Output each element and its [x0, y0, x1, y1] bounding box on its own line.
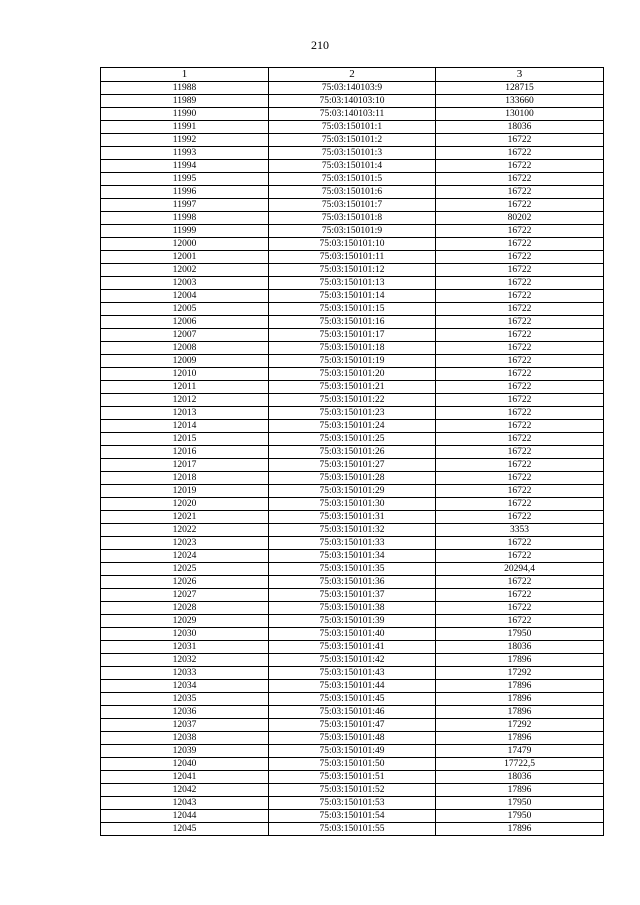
value-cell: 16722	[436, 615, 604, 628]
cadastral-number-cell: 75:03:150101:14	[269, 290, 436, 303]
cadastral-number-cell: 75:03:140103:10	[269, 95, 436, 108]
value-cell: 16722	[436, 342, 604, 355]
value-cell: 16722	[436, 485, 604, 498]
value-cell: 16722	[436, 576, 604, 589]
cadastral-number-cell: 75:03:150101:23	[269, 407, 436, 420]
value-cell: 133660	[436, 95, 604, 108]
value-cell: 16722	[436, 381, 604, 394]
row-number-cell: 12012	[101, 394, 269, 407]
row-number-cell: 12044	[101, 810, 269, 823]
table-row	[101, 264, 604, 277]
cadastral-number-cell: 75:03:150101:18	[269, 342, 436, 355]
row-number-cell: 11995	[101, 173, 269, 186]
cadastral-number-cell: 75:03:150101:36	[269, 576, 436, 589]
table-row	[101, 355, 604, 368]
value-cell: 16722	[436, 446, 604, 459]
value-cell: 16722	[436, 225, 604, 238]
value-cell: 3353	[436, 524, 604, 537]
table-body	[101, 82, 604, 836]
row-number-cell: 12006	[101, 316, 269, 329]
value-cell: 17950	[436, 810, 604, 823]
cadastral-number-cell: 75:03:150101:52	[269, 784, 436, 797]
cadastral-number-cell: 75:03:150101:13	[269, 277, 436, 290]
column-header-1: 1	[101, 68, 269, 82]
table-row	[101, 199, 604, 212]
value-cell: 16722	[436, 134, 604, 147]
cadastral-number-cell: 75:03:150101:27	[269, 459, 436, 472]
cadastral-number-cell: 75:03:150101:55	[269, 823, 436, 836]
value-cell: 80202	[436, 212, 604, 225]
table-row	[101, 381, 604, 394]
table-row	[101, 368, 604, 381]
table-row	[101, 212, 604, 225]
table-row	[101, 147, 604, 160]
cadastral-number-cell: 75:03:150101:11	[269, 251, 436, 264]
cadastral-number-cell: 75:03:150101:6	[269, 186, 436, 199]
value-cell: 17479	[436, 745, 604, 758]
row-number-cell: 11991	[101, 121, 269, 134]
row-number-cell: 12038	[101, 732, 269, 745]
table-row	[101, 680, 604, 693]
cadastral-number-cell: 75:03:150101:43	[269, 667, 436, 680]
value-cell: 17292	[436, 719, 604, 732]
page-number: 210	[311, 38, 329, 52]
table-row	[101, 134, 604, 147]
row-number-cell: 12017	[101, 459, 269, 472]
row-number-cell: 12033	[101, 667, 269, 680]
row-number-cell: 12024	[101, 550, 269, 563]
row-number-cell: 12004	[101, 290, 269, 303]
value-cell: 18036	[436, 771, 604, 784]
row-number-cell: 12020	[101, 498, 269, 511]
cadastral-number-cell: 75:03:150101:41	[269, 641, 436, 654]
value-cell: 16722	[436, 303, 604, 316]
row-number-cell: 12045	[101, 823, 269, 836]
cadastral-number-cell: 75:03:150101:42	[269, 654, 436, 667]
value-cell: 16722	[436, 498, 604, 511]
cadastral-number-cell: 75:03:150101:15	[269, 303, 436, 316]
cadastral-number-cell: 75:03:150101:35	[269, 563, 436, 576]
cadastral-number-cell: 75:03:150101:1	[269, 121, 436, 134]
table-row	[101, 290, 604, 303]
row-number-cell: 12026	[101, 576, 269, 589]
value-cell: 16722	[436, 368, 604, 381]
row-number-cell: 12041	[101, 771, 269, 784]
value-cell: 16722	[436, 420, 604, 433]
row-number-cell: 11999	[101, 225, 269, 238]
cadastral-number-cell: 75:03:150101:33	[269, 537, 436, 550]
row-number-cell: 12042	[101, 784, 269, 797]
cadastral-number-cell: 75:03:150101:49	[269, 745, 436, 758]
table-row	[101, 771, 604, 784]
cadastral-number-cell: 75:03:150101:50	[269, 758, 436, 771]
table-row	[101, 82, 604, 95]
row-number-cell: 11996	[101, 186, 269, 199]
table-row	[101, 342, 604, 355]
value-cell: 20294,4	[436, 563, 604, 576]
cadastral-number-cell: 75:03:150101:32	[269, 524, 436, 537]
cadastral-number-cell: 75:03:150101:7	[269, 199, 436, 212]
value-cell: 17896	[436, 680, 604, 693]
row-number-cell: 12029	[101, 615, 269, 628]
row-number-cell: 12022	[101, 524, 269, 537]
table-row	[101, 797, 604, 810]
row-number-cell: 12000	[101, 238, 269, 251]
cadastral-number-cell: 75:03:140103:9	[269, 82, 436, 95]
row-number-cell: 11990	[101, 108, 269, 121]
value-cell: 16722	[436, 407, 604, 420]
row-number-cell: 12040	[101, 758, 269, 771]
cadastral-number-cell: 75:03:150101:24	[269, 420, 436, 433]
table-row	[101, 121, 604, 134]
row-number-cell: 12019	[101, 485, 269, 498]
cadastral-number-cell: 75:03:150101:40	[269, 628, 436, 641]
cadastral-number-cell: 75:03:150101:29	[269, 485, 436, 498]
cadastral-number-cell: 75:03:150101:38	[269, 602, 436, 615]
row-number-cell: 12021	[101, 511, 269, 524]
table-row	[101, 784, 604, 797]
cadastral-number-cell: 75:03:150101:22	[269, 394, 436, 407]
row-number-cell: 12013	[101, 407, 269, 420]
table-row	[101, 693, 604, 706]
value-cell: 18036	[436, 121, 604, 134]
table-row	[101, 472, 604, 485]
row-number-cell: 11992	[101, 134, 269, 147]
row-number-cell: 11988	[101, 82, 269, 95]
value-cell: 17896	[436, 784, 604, 797]
value-cell: 17722,5	[436, 758, 604, 771]
column-header-2: 2	[269, 68, 436, 82]
value-cell: 16722	[436, 277, 604, 290]
cadastral-number-cell: 75:03:150101:12	[269, 264, 436, 277]
row-number-cell: 11997	[101, 199, 269, 212]
row-number-cell: 12031	[101, 641, 269, 654]
table-row	[101, 615, 604, 628]
table-row	[101, 446, 604, 459]
table-row	[101, 719, 604, 732]
table-row	[101, 511, 604, 524]
value-cell: 16722	[436, 459, 604, 472]
cadastral-number-cell: 75:03:150101:45	[269, 693, 436, 706]
row-number-cell: 12008	[101, 342, 269, 355]
cadastral-number-cell: 75:03:150101:39	[269, 615, 436, 628]
value-cell: 16722	[436, 602, 604, 615]
table-row	[101, 238, 604, 251]
table-row	[101, 641, 604, 654]
data-table	[100, 67, 604, 836]
table-row	[101, 329, 604, 342]
row-number-cell: 12043	[101, 797, 269, 810]
value-cell: 16722	[436, 589, 604, 602]
cadastral-number-cell: 75:03:150101:37	[269, 589, 436, 602]
table-row	[101, 498, 604, 511]
table-row	[101, 706, 604, 719]
cadastral-number-cell: 75:03:150101:16	[269, 316, 436, 329]
cadastral-number-cell: 75:03:150101:5	[269, 173, 436, 186]
table-row	[101, 576, 604, 589]
cadastral-number-cell: 75:03:150101:28	[269, 472, 436, 485]
table-row	[101, 602, 604, 615]
value-cell: 16722	[436, 472, 604, 485]
row-number-cell: 11989	[101, 95, 269, 108]
value-cell: 16722	[436, 147, 604, 160]
cadastral-number-cell: 75:03:150101:25	[269, 433, 436, 446]
table-row	[101, 303, 604, 316]
row-number-cell: 12023	[101, 537, 269, 550]
value-cell: 16722	[436, 550, 604, 563]
value-cell: 17950	[436, 797, 604, 810]
row-number-cell: 12036	[101, 706, 269, 719]
cadastral-number-cell: 75:03:150101:44	[269, 680, 436, 693]
table-row	[101, 667, 604, 680]
row-number-cell: 12014	[101, 420, 269, 433]
value-cell: 16722	[436, 394, 604, 407]
table-row	[101, 251, 604, 264]
value-cell: 16722	[436, 238, 604, 251]
table-row	[101, 160, 604, 173]
cadastral-number-cell: 75:03:150101:31	[269, 511, 436, 524]
value-cell: 16722	[436, 290, 604, 303]
cadastral-number-cell: 75:03:150101:20	[269, 368, 436, 381]
row-number-cell: 12039	[101, 745, 269, 758]
value-cell: 17896	[436, 693, 604, 706]
value-cell: 16722	[436, 186, 604, 199]
row-number-cell: 12037	[101, 719, 269, 732]
table-row	[101, 810, 604, 823]
row-number-cell: 12009	[101, 355, 269, 368]
cadastral-number-cell: 75:03:150101:54	[269, 810, 436, 823]
value-cell: 16722	[436, 511, 604, 524]
value-cell: 17896	[436, 706, 604, 719]
row-number-cell: 11994	[101, 160, 269, 173]
row-number-cell: 11998	[101, 212, 269, 225]
value-cell: 17896	[436, 654, 604, 667]
row-number-cell: 12016	[101, 446, 269, 459]
cadastral-number-cell: 75:03:150101:30	[269, 498, 436, 511]
cadastral-number-cell: 75:03:150101:47	[269, 719, 436, 732]
table-row	[101, 173, 604, 186]
row-number-cell: 12018	[101, 472, 269, 485]
table-row	[101, 745, 604, 758]
value-cell: 16722	[436, 264, 604, 277]
cadastral-number-cell: 75:03:150101:51	[269, 771, 436, 784]
cadastral-number-cell: 75:03:150101:53	[269, 797, 436, 810]
table-row	[101, 485, 604, 498]
row-number-cell: 11993	[101, 147, 269, 160]
value-cell: 16722	[436, 355, 604, 368]
cadastral-number-cell: 75:03:150101:8	[269, 212, 436, 225]
table-row	[101, 563, 604, 576]
row-number-cell: 12003	[101, 277, 269, 290]
table-row	[101, 524, 604, 537]
table-row	[101, 95, 604, 108]
value-cell: 16722	[436, 316, 604, 329]
cadastral-number-cell: 75:03:150101:46	[269, 706, 436, 719]
cadastral-number-cell: 75:03:150101:9	[269, 225, 436, 238]
row-number-cell: 12028	[101, 602, 269, 615]
cadastral-number-cell: 75:03:150101:17	[269, 329, 436, 342]
cadastral-number-cell: 75:03:150101:3	[269, 147, 436, 160]
table-row	[101, 433, 604, 446]
table-row	[101, 459, 604, 472]
row-number-cell: 12035	[101, 693, 269, 706]
value-cell: 130100	[436, 108, 604, 121]
table-row	[101, 589, 604, 602]
value-cell: 17950	[436, 628, 604, 641]
value-cell: 17896	[436, 823, 604, 836]
value-cell: 16722	[436, 433, 604, 446]
table-row	[101, 277, 604, 290]
table-row	[101, 758, 604, 771]
table-row	[101, 550, 604, 563]
cadastral-number-cell: 75:03:140103:11	[269, 108, 436, 121]
cadastral-number-cell: 75:03:150101:34	[269, 550, 436, 563]
row-number-cell: 12027	[101, 589, 269, 602]
cadastral-number-cell: 75:03:150101:4	[269, 160, 436, 173]
value-cell: 16722	[436, 537, 604, 550]
value-cell: 16722	[436, 199, 604, 212]
row-number-cell: 12005	[101, 303, 269, 316]
value-cell: 17896	[436, 732, 604, 745]
cadastral-number-cell: 75:03:150101:26	[269, 446, 436, 459]
table-row	[101, 420, 604, 433]
row-number-cell: 12001	[101, 251, 269, 264]
table-row	[101, 407, 604, 420]
value-cell: 16722	[436, 329, 604, 342]
table-row	[101, 394, 604, 407]
column-header-3: 3	[436, 68, 604, 82]
value-cell: 16722	[436, 160, 604, 173]
row-number-cell: 12025	[101, 563, 269, 576]
cadastral-number-cell: 75:03:150101:10	[269, 238, 436, 251]
value-cell: 128715	[436, 82, 604, 95]
cadastral-number-cell: 75:03:150101:21	[269, 381, 436, 394]
row-number-cell: 12010	[101, 368, 269, 381]
table-row	[101, 732, 604, 745]
value-cell: 16722	[436, 173, 604, 186]
row-number-cell: 12007	[101, 329, 269, 342]
cadastral-number-cell: 75:03:150101:48	[269, 732, 436, 745]
row-number-cell: 12034	[101, 680, 269, 693]
value-cell: 18036	[436, 641, 604, 654]
table-row	[101, 823, 604, 836]
table-row	[101, 316, 604, 329]
table-row	[101, 628, 604, 641]
row-number-cell: 12002	[101, 264, 269, 277]
value-cell: 16722	[436, 251, 604, 264]
row-number-cell: 12011	[101, 381, 269, 394]
cadastral-number-cell: 75:03:150101:19	[269, 355, 436, 368]
row-number-cell: 12015	[101, 433, 269, 446]
table-row	[101, 108, 604, 121]
cadastral-number-cell: 75:03:150101:2	[269, 134, 436, 147]
table-row	[101, 186, 604, 199]
table-header-row	[101, 68, 604, 82]
table-row	[101, 654, 604, 667]
table-row	[101, 225, 604, 238]
value-cell: 17292	[436, 667, 604, 680]
row-number-cell: 12030	[101, 628, 269, 641]
table-row	[101, 537, 604, 550]
row-number-cell: 12032	[101, 654, 269, 667]
